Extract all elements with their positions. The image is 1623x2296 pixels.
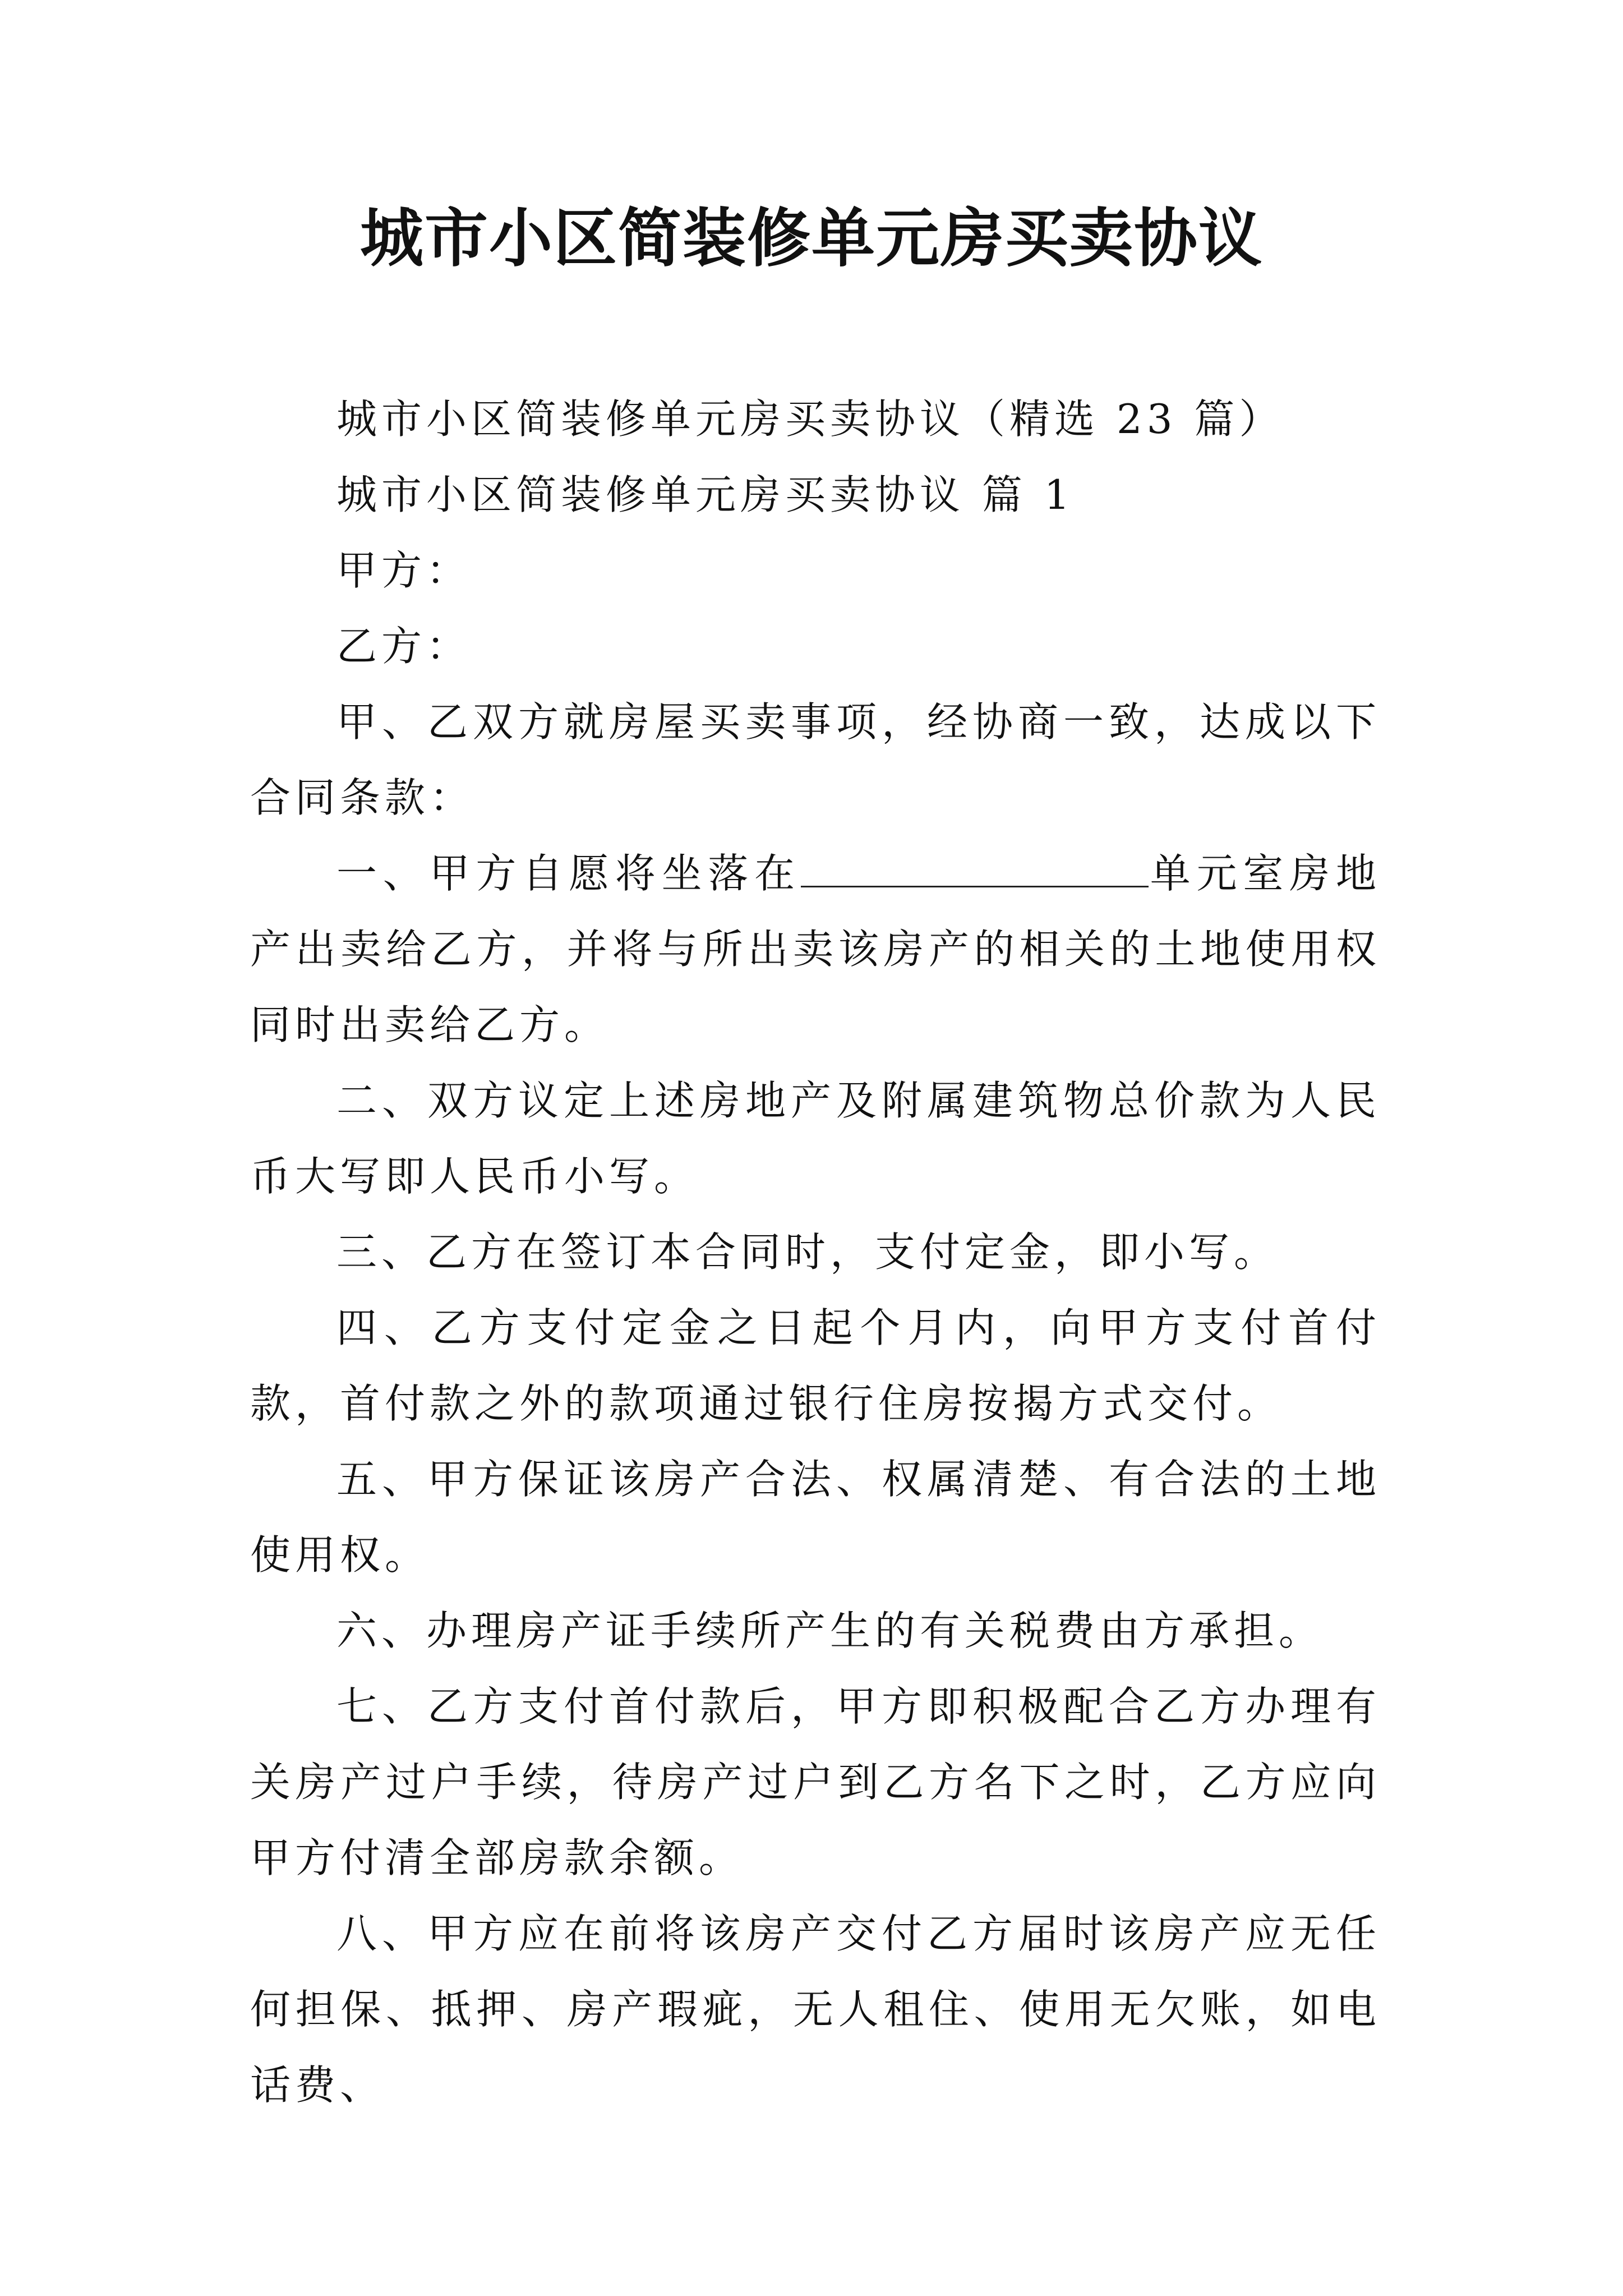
clause-7: 七、乙方支付首付款后，甲方即积极配合乙方办理有关房产过户手续，待房产过户到乙方名下之时，乙方应向甲方付清全部房款余额。 xyxy=(250,1683,1381,1881)
clause-1-text-b: 单元室房地产出卖给乙方，并将与所出卖该房产的相关的土地使用权同时出卖给乙方。 xyxy=(250,850,1381,1048)
clause-4: 四、乙方支付定金之日起个月内，向甲方支付首付款，首付款之外的款项通过银行住房按揭方式交付。 xyxy=(250,1304,1381,1427)
document-title: 城市小区简装修单元房买卖协议 xyxy=(360,201,1263,275)
clause-1-text-a: 一、甲方自愿将坐落在 xyxy=(336,850,801,897)
address-blank-line xyxy=(801,853,1149,887)
clause-8: 八、甲方应在前将该房产交付乙方届时该房产应无任何担保、抵押、房产瑕疵，无人租住、使用无欠账，如电话费、 xyxy=(250,1910,1381,2109)
clause-6: 六、办理房产证手续所产生的有关税费由方承担。 xyxy=(336,1607,1324,1654)
party-a-line: 甲方： xyxy=(336,547,472,594)
paragraph-section-heading: 城市小区简装修单元房买卖协议 篇 1 xyxy=(336,471,1075,518)
paragraph-preamble: 甲、乙双方就房屋买卖事项，经协商一致，达成以下合同条款： xyxy=(250,698,1381,821)
document-body xyxy=(250,381,1381,2123)
paragraph-subtitle: 城市小区简装修单元房买卖协议（精选 23 篇） xyxy=(336,395,1284,443)
clause-5: 五、甲方保证该房产合法、权属清楚、有合法的土地使用权。 xyxy=(250,1456,1381,1579)
party-b-line: 乙方： xyxy=(336,623,472,670)
clause-3: 三、乙方在签订本合同时，支付定金，即小写。 xyxy=(336,1228,1279,1276)
clause-2: 二、双方议定上述房地产及附属建筑物总价款为人民币大写即人民币小写。 xyxy=(250,1077,1381,1200)
clause-1 xyxy=(250,836,1381,1063)
